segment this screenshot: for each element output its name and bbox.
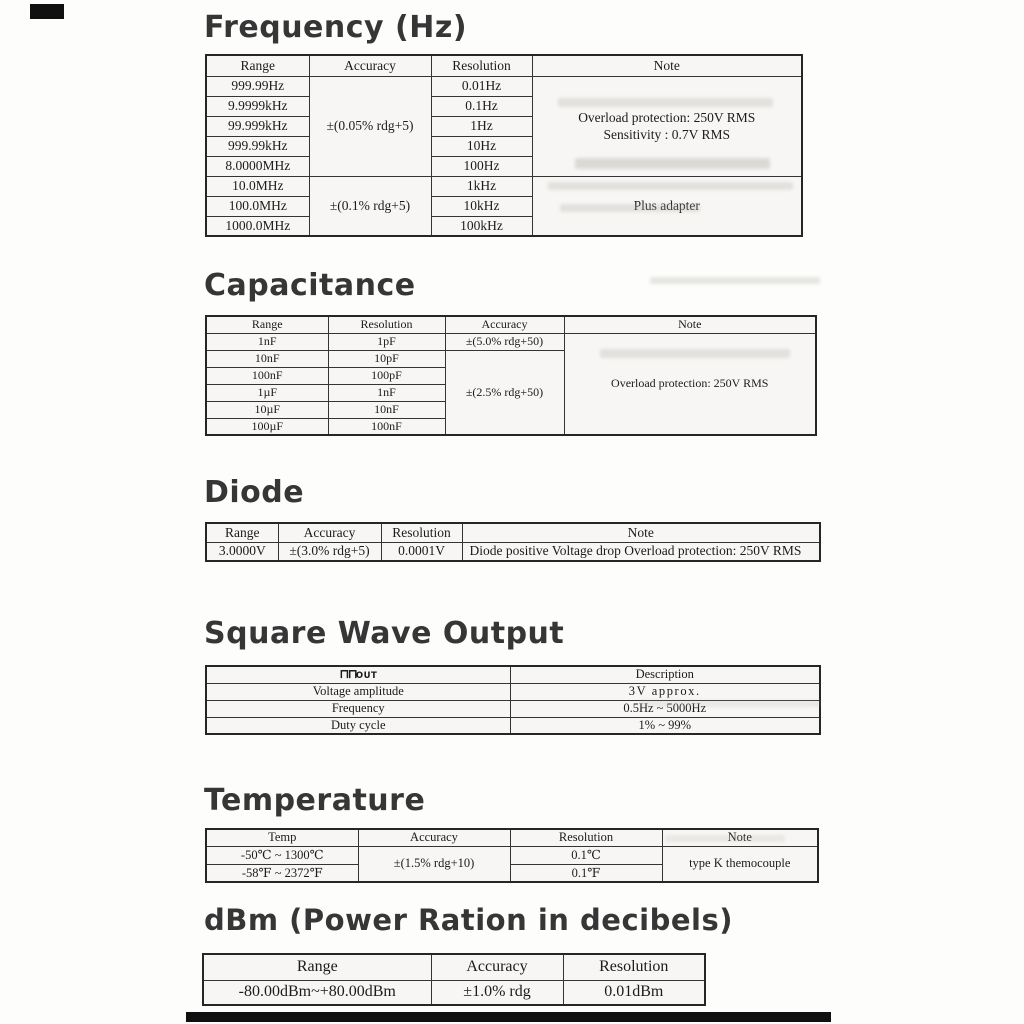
table-row	[206, 717, 820, 734]
frequency-table	[205, 54, 803, 237]
table-header-row	[206, 316, 816, 333]
bleedthrough-smudge	[665, 835, 785, 842]
range-cell: -80.00dBm~+80.00dBm	[203, 980, 431, 1005]
square-wave-icon: ⊓⊓	[339, 667, 356, 683]
note-line: Overload protection: 250V RMS	[578, 110, 756, 125]
table-header-row	[206, 523, 820, 542]
column-header: Resolution	[381, 523, 462, 542]
column-header: Resolution	[431, 55, 532, 76]
column-header: Range	[203, 954, 431, 980]
temperature-title: Temperature	[204, 783, 426, 818]
square-wave-out-label: OUT	[355, 671, 378, 682]
temp-range-cell: -50℃ ~ 1300℃	[206, 846, 358, 864]
column-header: Note	[662, 829, 818, 846]
resolution-cell: 1Hz	[431, 116, 532, 136]
temp-range-cell: -58℉ ~ 2372℉	[206, 864, 358, 882]
resolution-cell: 100Hz	[431, 156, 532, 176]
scan-artifact-box	[30, 4, 64, 19]
table-row	[206, 542, 820, 561]
column-header: Resolution	[510, 829, 662, 846]
resolution-cell: 10nF	[328, 401, 445, 418]
table-row	[206, 333, 816, 350]
column-header: Description	[510, 666, 820, 683]
resolution-cell: 1pF	[328, 333, 445, 350]
note-cell: Overload protection: 250V RMS	[564, 333, 816, 435]
capacitance-table	[205, 315, 817, 436]
diode-title: Diode	[204, 475, 305, 510]
bleedthrough-smudge	[560, 204, 700, 212]
range-cell: 100.0MHz	[206, 196, 309, 216]
square-wave-title: Square Wave Output	[204, 616, 565, 651]
resolution-cell: 0.1℃	[510, 846, 662, 864]
table-row	[203, 980, 705, 1005]
diode-table	[205, 522, 821, 562]
column-header: Resolution	[328, 316, 445, 333]
accuracy-cell: ±(5.0% rdg+50)	[445, 333, 564, 350]
bleedthrough-smudge	[558, 98, 773, 107]
range-cell: 999.99Hz	[206, 76, 309, 96]
column-header: Temp	[206, 829, 358, 846]
resolution-cell: 0.1℉	[510, 864, 662, 882]
range-cell: 1000.0MHz	[206, 216, 309, 236]
table-header-row	[206, 55, 802, 76]
table-header-row	[203, 954, 705, 980]
resolution-cell: 100pF	[328, 367, 445, 384]
column-header: Range	[206, 55, 309, 76]
accuracy-cell: ±(1.5% rdg+10)	[358, 846, 510, 882]
range-cell: 99.999kHz	[206, 116, 309, 136]
column-header: Note	[564, 316, 816, 333]
scan-artifact-bar	[186, 1012, 831, 1022]
range-cell: 9.9999kHz	[206, 96, 309, 116]
resolution-cell: 100nF	[328, 418, 445, 435]
resolution-cell: 0.0001V	[381, 542, 462, 561]
note-cell: Diode positive Voltage drop Overload protection: 250V RMS	[462, 542, 820, 561]
range-cell: 3.0000V	[206, 542, 278, 561]
table-row	[206, 846, 818, 864]
resolution-cell: 10Hz	[431, 136, 532, 156]
resolution-cell: 0.01dBm	[563, 980, 705, 1005]
column-header: Accuracy	[278, 523, 381, 542]
value-cell: 0.5Hz ~ 5000Hz	[510, 700, 820, 717]
column-header: Accuracy	[445, 316, 564, 333]
capacitance-title: Capacitance	[204, 268, 416, 303]
range-cell: 100µF	[206, 418, 328, 435]
value-cell: 3V approx.	[510, 683, 820, 700]
range-cell: 10µF	[206, 401, 328, 418]
column-header: Accuracy	[309, 55, 431, 76]
resolution-cell: 1kHz	[431, 176, 532, 196]
note-cell: type K themocouple	[662, 846, 818, 882]
column-header: Note	[462, 523, 820, 542]
range-cell: 1µF	[206, 384, 328, 401]
parameter-cell: Voltage amplitude	[206, 683, 510, 700]
bleedthrough-smudge	[650, 277, 820, 284]
accuracy-cell: ±(0.1% rdg+5)	[309, 176, 431, 236]
range-cell: 8.0000MHz	[206, 156, 309, 176]
range-cell: 1nF	[206, 333, 328, 350]
range-cell: 10nF	[206, 350, 328, 367]
square-wave-out-header	[206, 666, 510, 683]
column-header: Resolution	[563, 954, 705, 980]
column-header: Accuracy	[358, 829, 510, 846]
parameter-cell: Duty cycle	[206, 717, 510, 734]
bleedthrough-smudge	[600, 349, 790, 358]
table-row	[206, 683, 820, 700]
resolution-cell: 100kHz	[431, 216, 532, 236]
range-cell: 10.0MHz	[206, 176, 309, 196]
resolution-cell: 0.1Hz	[431, 96, 532, 116]
resolution-cell: 1nF	[328, 384, 445, 401]
column-header: Accuracy	[431, 954, 563, 980]
resolution-cell: 10pF	[328, 350, 445, 367]
accuracy-cell: ±(3.0% rdg+5)	[278, 542, 381, 561]
value-cell: 1% ~ 99%	[510, 717, 820, 734]
accuracy-cell: ±(0.05% rdg+5)	[309, 76, 431, 176]
bleedthrough-smudge	[575, 158, 770, 169]
table-header-row	[206, 666, 820, 683]
dbm-title: dBm (Power Ration in decibels)	[204, 903, 733, 937]
column-header: Note	[532, 55, 802, 76]
note-cell: Plus adapter	[532, 176, 802, 236]
parameter-cell: Frequency	[206, 700, 510, 717]
resolution-cell: 10kHz	[431, 196, 532, 216]
column-header: Range	[206, 316, 328, 333]
resolution-cell: 0.01Hz	[431, 76, 532, 96]
accuracy-cell: ±(2.5% rdg+50)	[445, 350, 564, 435]
frequency-title: Frequency (Hz)	[204, 10, 468, 45]
column-header: Range	[206, 523, 278, 542]
note-line: Sensitivity : 0.7V RMS	[603, 127, 731, 142]
table-row	[206, 76, 802, 96]
bleedthrough-smudge	[548, 182, 793, 190]
range-cell: 999.99kHz	[206, 136, 309, 156]
accuracy-cell: ±1.0% rdg	[431, 980, 563, 1005]
bleedthrough-smudge	[640, 700, 820, 707]
dbm-table	[202, 953, 706, 1006]
range-cell: 100nF	[206, 367, 328, 384]
